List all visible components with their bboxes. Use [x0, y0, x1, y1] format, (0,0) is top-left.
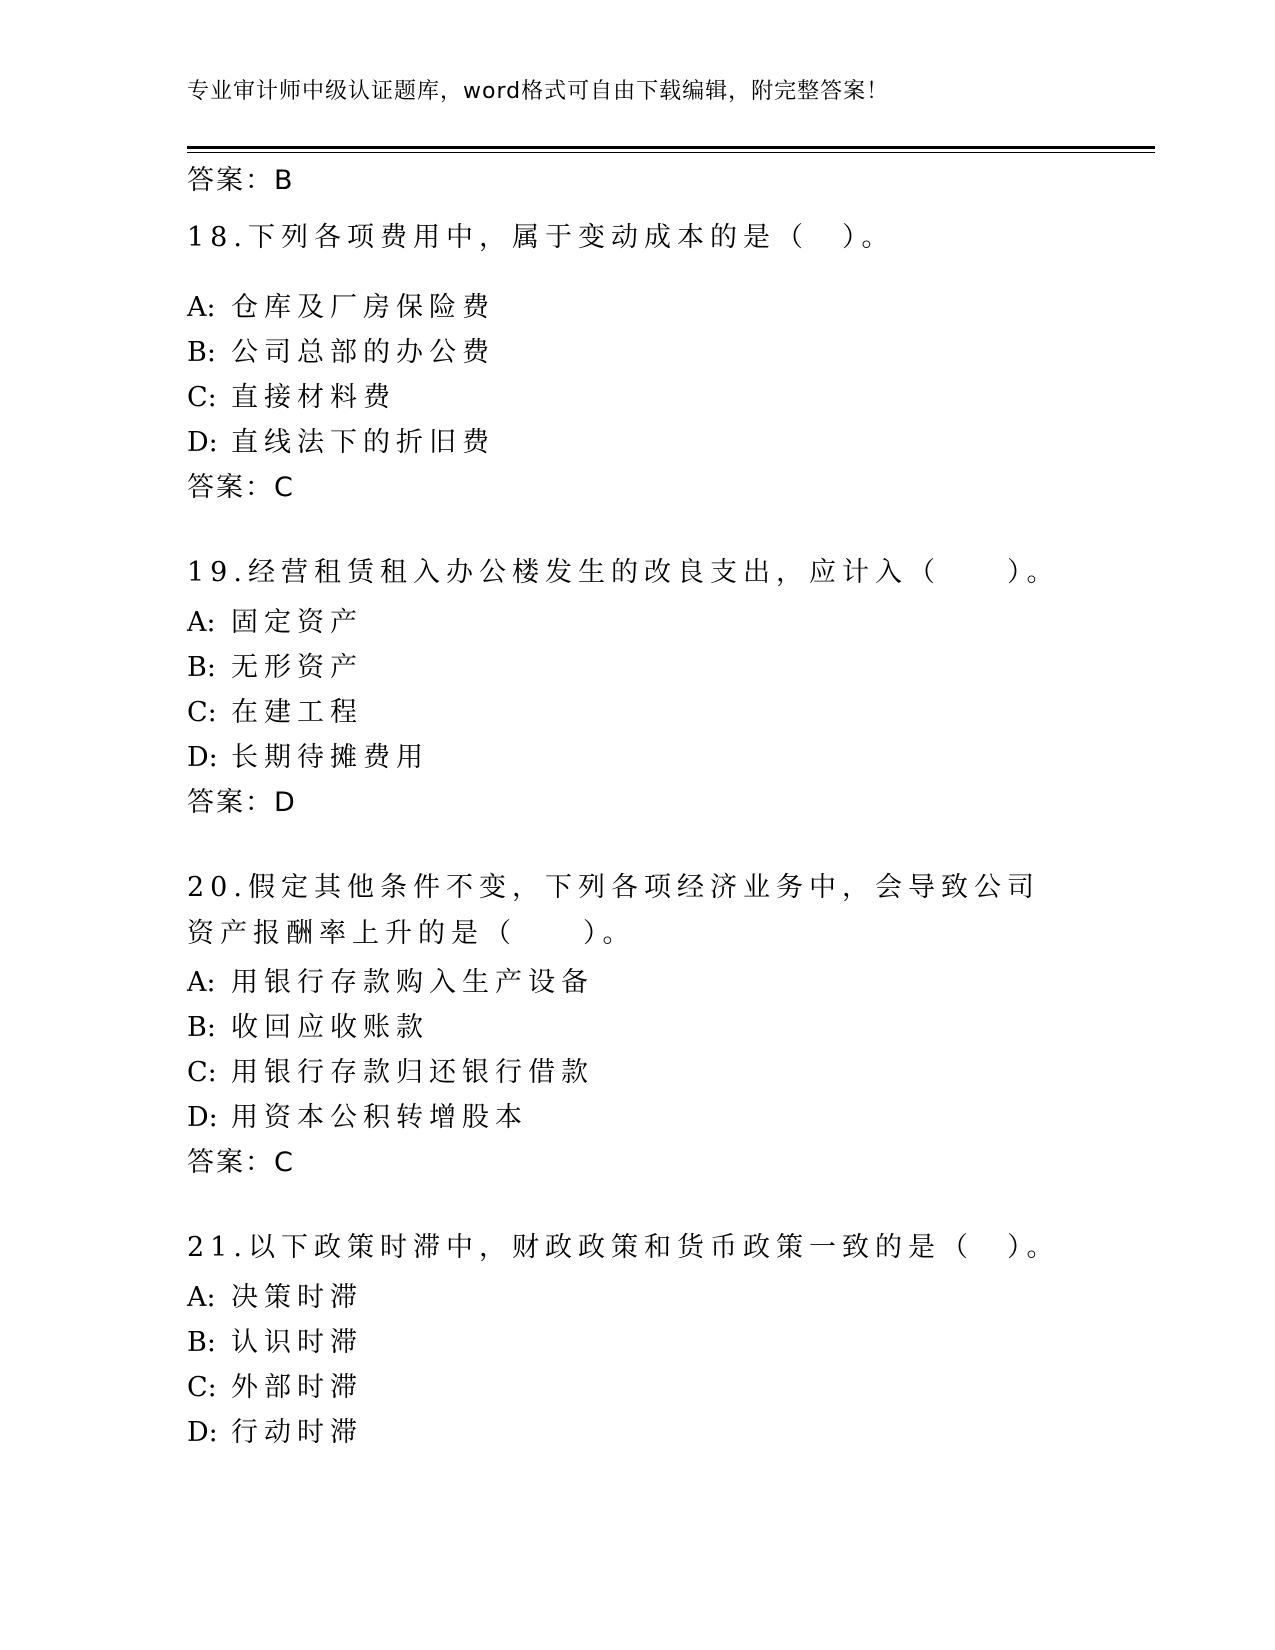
question-21-option-b [187, 1320, 363, 1359]
question-21-option-d [187, 1410, 363, 1449]
question-21-option-c [187, 1365, 363, 1404]
page-header: 专业审计师中级认证题库，word格式可自由下载编辑，附完整答案！ [187, 79, 890, 104]
answer-prev: 答案：B [187, 165, 295, 196]
header-rule-thick [187, 146, 1155, 149]
question-18-option-a [187, 285, 495, 324]
option-letter: C: [187, 1372, 217, 1403]
question-20-stem: 20.假定其他条件不变，下列各项经济业务中，会导致公司资产报酬率上升的是（ ）。 [187, 872, 1040, 949]
answer-q19: 答案：D [187, 787, 297, 818]
option-text: 收回应收账款 [231, 1012, 429, 1043]
option-text: 行动时滞 [231, 1417, 363, 1448]
question-19-option-d [187, 735, 429, 774]
option-text: 用资本公积转增股本 [231, 1102, 528, 1133]
answer-q20: 答案：C [187, 1147, 295, 1178]
question-20-option-a [187, 960, 594, 999]
option-text: 无形资产 [231, 652, 363, 683]
option-text: 直线法下的折旧费 [231, 427, 495, 458]
option-letter: D: [187, 427, 218, 458]
question-21-option-a [187, 1275, 363, 1314]
option-letter: A: [187, 292, 216, 323]
option-text: 在建工程 [231, 697, 363, 728]
question-20-option-d [187, 1095, 528, 1134]
question-19-option-a [187, 600, 363, 639]
question-19-option-b [187, 645, 363, 684]
option-letter: C: [187, 382, 217, 413]
question-20-option-b [187, 1005, 429, 1044]
option-letter: A: [187, 967, 216, 998]
question-19-stem: 19.经营租赁租入办公楼发生的改良支出，应计入（ ）。 [187, 557, 1060, 588]
option-text: 用银行存款购入生产设备 [231, 967, 594, 998]
header-rule-thin [187, 152, 1155, 153]
option-letter: D: [187, 742, 218, 773]
option-text: 长期待摊费用 [231, 742, 429, 773]
question-18-option-c [187, 375, 396, 414]
option-text: 用银行存款归还银行借款 [231, 1057, 594, 1088]
option-letter: C: [187, 1057, 217, 1088]
question-18-option-b [187, 330, 495, 369]
question-18-option-d [187, 420, 495, 459]
option-letter: D: [187, 1417, 218, 1448]
option-text: 外部时滞 [231, 1372, 363, 1403]
option-text: 决策时滞 [231, 1282, 363, 1313]
option-letter: B: [187, 1012, 216, 1043]
option-letter: C: [187, 697, 217, 728]
option-text: 公司总部的办公费 [231, 337, 495, 368]
option-text: 认识时滞 [231, 1327, 363, 1358]
question-18-stem: 18.下列各项费用中，属于变动成本的是（ ）。 [187, 222, 895, 253]
option-text: 直接材料费 [231, 382, 396, 413]
option-text: 仓库及厂房保险费 [231, 292, 495, 323]
option-letter: D: [187, 1102, 218, 1133]
option-text: 固定资产 [231, 607, 363, 638]
option-letter: B: [187, 652, 216, 683]
question-20-option-c [187, 1050, 594, 1089]
option-letter: B: [187, 1327, 216, 1358]
question-21-stem: 21.以下政策时滞中，财政政策和货币政策一致的是（ ）。 [187, 1232, 1060, 1263]
question-19-option-c [187, 690, 363, 729]
option-letter: B: [187, 337, 216, 368]
option-letter: A: [187, 1282, 216, 1313]
option-letter: A: [187, 607, 216, 638]
answer-q18: 答案：C [187, 472, 295, 503]
